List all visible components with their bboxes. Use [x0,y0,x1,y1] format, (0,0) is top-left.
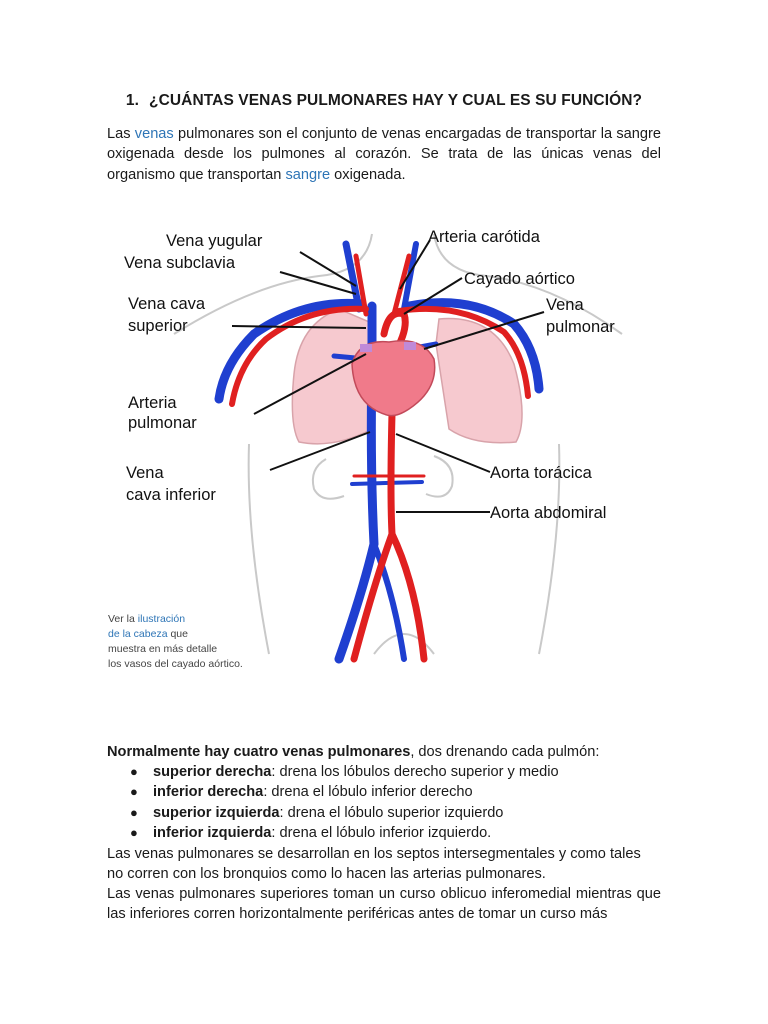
circulatory-system-illustration [104,214,666,680]
pulmonary-artery-marker [360,344,372,352]
bullet-icon: ● [130,764,138,779]
item-bold: inferior izquierda [153,824,272,841]
label-vena-cava-inferior-1: Vena [126,464,164,482]
list-item [107,762,667,782]
bullet-icon: ● [130,824,138,840]
label-vena-pulmonar-1: Vena [546,296,584,314]
intro-paragraph [107,124,661,185]
label-vena-cava-inferior-2: cava inferior [126,486,216,504]
label-vena-yugular: Vena yugular [166,232,263,250]
item-text: : drena el lóbulo inferior derecho [263,784,473,801]
intro-text-1: Las [107,126,135,142]
renal-vein [352,482,422,484]
label-vena-cava-superior-1: Vena cava [128,295,206,313]
iliac-artery-left [392,534,424,659]
list-item [107,823,667,843]
label-aorta-toracica: Aorta torácica [490,464,592,482]
note-line-3: muestra en más detalle [108,643,218,655]
list-intro [107,742,667,762]
item-text: : drena el lóbulo inferior izquierdo. [271,824,492,841]
label-cayado-aortico: Cayado aórtico [464,270,575,288]
item-text: : drena el lóbulo superior izquierdo [279,804,504,821]
bullet-icon: ● [130,784,138,800]
item-text: : drena los lóbulos derecho superior y medio [271,764,559,780]
item-bold: superior izquierda [153,804,280,821]
list-item [107,803,667,823]
heading-text: ¿CUÁNTAS VENAS PULMONARES HAY Y CUAL ES SU FUNCIÓN? [149,92,643,109]
intro-text-3: oxigenada. [330,166,406,183]
note-line-4: los vasos del cayado aórtico. [108,658,243,670]
paragraph-curso: Las venas pulmonares superiores toman un curso oblicuo inferomedial mientras que las inferiores corren horizontalmente periféricas antes de tomar un curso más [107,886,661,923]
note-line-1: Ver la ilustración [108,613,186,625]
list-item [107,782,667,802]
intro-text-2: pulmonares son el conjunto de venas encargadas de transportar la sangre oxigenada desde los pulmones al corazón. Se trata de las únicas venas del organismo que transportan [107,126,661,183]
note-line-2: de la cabeza que [108,628,188,640]
list-intro-bold: Normalmente hay cuatro venas pulmonares [107,744,411,760]
list-intro-rest: , dos drenando cada pulmón: [410,744,600,760]
label-arteria-carotida: Arteria carótida [428,228,540,246]
sangre-link[interactable]: sangre [285,166,331,183]
page-heading [0,92,768,110]
right-kidney [313,459,344,499]
label-vena-pulmonar-2: pulmonar [546,318,615,336]
venas-link[interactable]: venas [134,126,174,142]
label-vena-subclavia: Vena subclavia [124,254,235,272]
item-bold: superior derecha [153,764,272,780]
left-kidney [426,456,453,497]
label-arteria-pulmonar-2: pulmonar [128,414,197,432]
paragraph-septos: Las venas pulmonares se desarrollan en los septos intersegmentales y como tales no corren con los bronquios como lo hacen las arterias pulmonares. [107,846,641,883]
bullet-icon: ● [130,804,138,820]
item-bold: inferior derecha [153,784,264,801]
label-arteria-pulmonar-1: Arteria [128,394,177,412]
pulmonary-vein-marker [404,342,416,350]
label-vena-cava-superior-2: superior [128,317,188,335]
label-aorta-abdominal: Aorta abdomiral [490,504,607,522]
heading-number: 1. [125,92,139,109]
iliac-vein-left [374,544,404,659]
pulmonary-veins-list [107,762,667,843]
